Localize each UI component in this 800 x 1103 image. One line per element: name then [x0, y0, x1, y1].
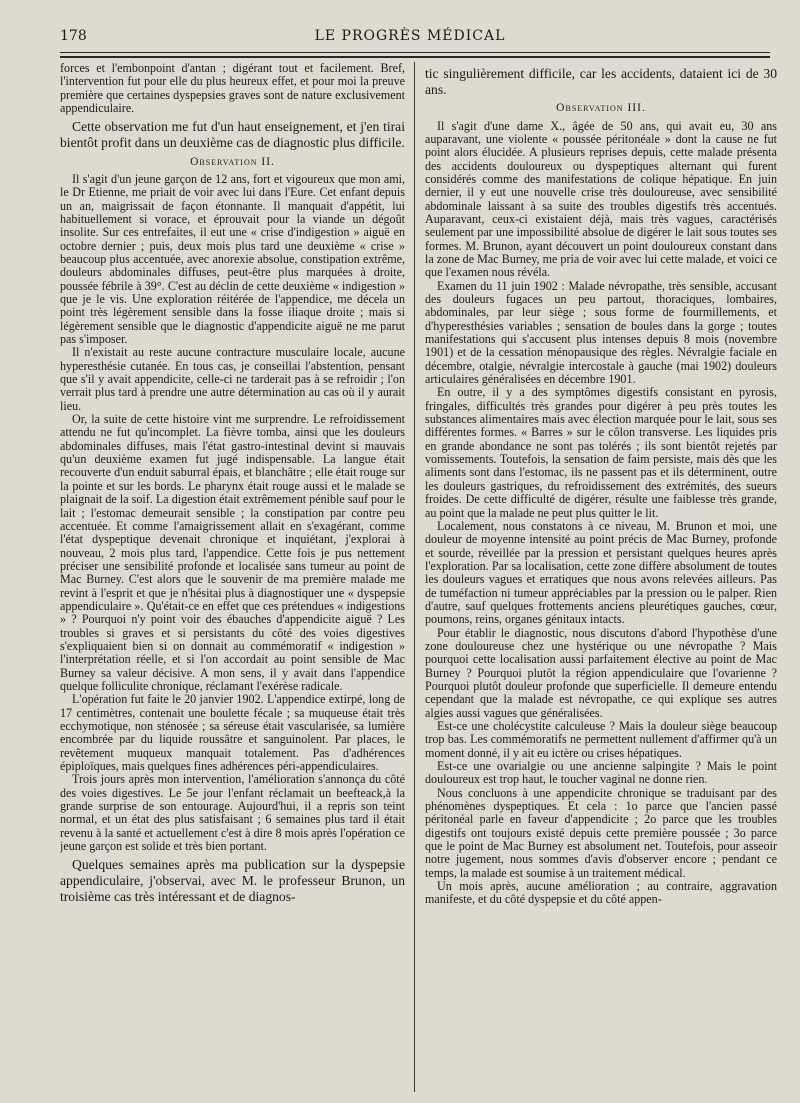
journal-title: LE PROGRÈS MÉDICAL — [314, 28, 506, 44]
paragraph: Il s'agit d'un jeune garçon de 12 ans, fort et vigoureux que mon ami, le Dr Etienne, me priait de voir avec lui dans l'Eure. Cet enfant depuis un an, maigrissait de façon étonnante. Il manquait d'appétit, lui habituellement si vorace, et éprouvait pour la viande un dégoût insolite. Sur ces entrefaites, il eut une « crise d'indigestion » aiguë en octobre dernier ; puis, deux mois plus tard une deuxième « crise » beaucoup plus accentuée, avec anorexie absolue, constipation extrême, douleurs abdominales diffuses, peut-être plus marquées à droite, poussée fébrile à 39°. C'est au déclin de cette deuxième « indigestion » que je le vis. Une exploration réitérée de l'appendice, me décela un point très légèrement sensible dans la fosse iliaque droite ; mais si légèrement sensible que le diagnostic d'appendicite aiguë ne me parut pas s'imposer. — [60, 171, 405, 347]
paragraph: L'opération fut faite le 20 janvier 1902. L'appendice extirpé, long de 17 centimètres, contenait une boulette fécale ; sa muqueuse était très ecchymotique, non sténosée ; sa séreuse était vascularisée, sa lumière encombrée par du liquide roussâtre et sanguinolent. Par places, le revêtement muqueux manquait totalement. Pas d'adhérences épiploïques, mais quelques fines adhérences péri-appendiculaires. — [60, 692, 405, 774]
right-column — [425, 62, 777, 1092]
paragraph: Trois jours après mon intervention, l'amélioration s'annonça du côté des voies digestives. Le 5e jour l'enfant réclamait un beefteack,à la grande surprise de son entourage. Aujourd'hui, il a repris son teint normal, et un état des plus satisfaisant ; 6 semaines plus tard il était revenu à la santé et actuellement c'est à dire 8 mois après l'opération ce jeune garçon est solide et très bien portant. — [60, 772, 405, 854]
left-column — [60, 62, 405, 1092]
page-number: 178 — [60, 28, 87, 44]
observation-heading: Observation III. — [556, 102, 646, 115]
paragraph: Il s'agit d'une dame X., âgée de 50 ans, qui avait eu, 30 ans auparavant, une violente « poussée péritonéale » dont la cause ne fut point alors élucidée. A plusieurs reprises depuis, cette malade présenta des accidents douloureux ou dyspeptiques alternant qui furent considérés comme des manifestations de colique hépatique. En juin dernier, il y eut une nouvelle crise très douloureuse, avec sensibilité abdominale laissant à sa suite des troubles digestifs très accentués. Auparavant, ceux-ci existaient déjà, mais très vagues, caractérisés seulement par une impossibilité absolue de digérer le lait sous toutes ses formes. M. Brunon, ayant découvert un point douloureux constant dans la zone de Mac Burney, me pria de voir avec lui cette malade, et voici ce que l'examen nous révéla. — [425, 118, 777, 280]
paragraph: Un mois après, aucune amélioration ; au contraire, aggravation manifeste, et du côté dyspepsie et du côté appen- — [425, 879, 777, 907]
paragraph: forces et l'embonpoint d'antan ; digérant tout et facilement. Bref, l'intervention fut pour elle du plus heureux effet, et pour moi la preuve première que certaines dyspepsies graves sont de nature exclusivement appendiculaire. — [60, 62, 405, 116]
column-separator — [414, 62, 415, 1092]
page-header — [60, 28, 760, 50]
paragraph: Nous concluons à une appendicite chronique se traduisant par des phénomènes dyspeptiques. Et cela : 1o parce que l'ancien passé péritonéal parle en faveur d'appendicite ; 2o parce que les troubles digestifs ont toujours existé depuis cette première poussée ; 3o parce que le point de Mac Burney est absolument net. Toutefois, pour asseoir notre jugement, nous sommes d'avis d'observer encore ; pendant ce temps, la malade est soumise à un traitement médical. — [425, 785, 777, 880]
paragraph: tic singulièrement difficile, car les accidents, dataient ici de 30 ans. — [425, 66, 777, 97]
observation-heading: Observation II. — [190, 155, 275, 168]
paragraph: Cette observation me fut d'un haut enseignement, et j'en tirai bientôt profit dans un deuxième cas de diagnostic plus difficile. — [60, 119, 405, 150]
paragraph: Il n'existait au reste aucune contracture musculaire locale, aucune hyperesthésie cutanée. En tous cas, je conseillai l'abstention, pensant que s'il y avait appendicite, celle-ci ne tarderait pas à se refroidir ; l'on verrait plus tard à prendre une autre détermination au cas où il y aurait lieu. — [60, 345, 405, 413]
paragraph: Est-ce une cholécystite calculeuse ? Mais la douleur siège beaucoup trop bas. Les commémoratifs ne permettent nullement d'affirmer qu'à un moment donné, il y ait eu ictère ou crises hépatiques. — [425, 719, 777, 760]
paragraph: Localement, nous constatons à ce niveau, M. Brunon et moi, une douleur de moyenne intensité au point précis de Mac Burney, profonde et sourde, réveillée par la pression et persistant quelques heures après l'exploration. Par sa localisation, cette zone diffère absolument de toutes les douleurs vagues et erratiques que nous avons relevées ailleurs. Pas de tuméfaction ni tumeur appréciables par la pression ou le palper. Rien d'autre, sauf quelques frottements anciens pleurétiques gauches, cœur, poumons, reins, organes génitaux intacts. — [425, 518, 777, 627]
paragraph: Quelques semaines après ma publication sur la dyspepsie appendiculaire, j'observai, avec M. le professeur Brunon, un troisième cas très intéressant et de diagnos- — [60, 857, 405, 904]
paragraph: Est-ce une ovarialgie ou une ancienne salpingite ? Mais le point douloureux est trop haut, le toucher vaginal ne donne rien. — [425, 759, 777, 787]
paragraph: En outre, il y a des symptômes digestifs consistant en pyrosis, fringales, difficultés très grandes pour digérer à peu près toutes les substances alimentaires mais avec élection marquée pour le lait, sous ses différentes formes. « Barres » sur le côlon transverse. Les liquides pris en grande abondance ne sont pas tolérés ; ils sont bientôt rejetés par vomissements. Toutefois, la sensation de faim persiste, mais dès que les aliments sont dans l'estomac, ils ne passent pas et ils déterminent, outre les douleurs gastriques, du refroidissement des extrémités, des sueurs froides. De cette difficulté de digérer, résulte une faiblesse très grande, au point que la malade ne peut plus quitter le lit. — [425, 385, 777, 520]
header-rule-thick — [60, 56, 770, 58]
paragraph: Or, la suite de cette histoire vint me surprendre. Le refroidissement attendu ne fut qu'incomplet. La fièvre tomba, ainsi que les douleurs abdominales diffuses, mais l'état gastro-intestinal devint si mauvais qu'un deuxième examen fut jugé indispensable. La langue était recouverte d'un enduit saburral épais, et blanchâtre ; elle était rouge sur la pointe et sur les bords. Le pharynx était rouge aussi et le malade se plaignait de la soif. La digestion était extrêmement pénible sauf pour le lait ; l'estomac demeurait sensible ; la constipation par contre peu accentuée. Et comme l'amaigrissement allait en s'exagérant, comme l'état dyspeptique devenait chronique et inquiétant, j'explorai à nouveau, 2 mois plus tard, l'appendice. Cette fois je pus nettement préciser une sensibilité profonde et localisée sans tumeur au point de Mac Burney. C'est alors que le souvenir de ma première malade me revint à l'esprit et que je n'hésitai plus à diagnostiquer une « dyspepsie appendiculaire ». Qu'était-ce en effet que ces prétendues « indigestions » ? Pourquoi n'y point voir des ébauches d'appendicite aiguë ? Les troubles si graves et si persistants du côté des voies digestives s'expliquaient bien si on donnait au commémoratif « indigestion » l'interprétation réelle, et si l'on accordait au point sensible de Mac Burney sa valeur décisive. A mon sens, il y avait dans l'appendice quelque folliculite chronique, réclamant l'exérèse radicale. — [60, 412, 405, 693]
paragraph: Examen du 11 juin 1902 : Malade névropathe, très sensible, accusant des douleurs fugaces un peu partout, thoraciques, lombaires, abdominales, par leur siège ; sous forme de fourmillements, et d'hyperesthésies variables ; sensation de boules dans la gorge ; toutes manifestations qui s'accusent plus intenses depuis 8 mois (novembre 1901) et de la cessation ménopausique des règles. Névralgie faciale en décembre, otalgie, névralgie intercostale à gauche (mai 1902) douleurs articulaires généralisées en décembre 1901. — [425, 278, 777, 387]
header-rule-thin — [60, 52, 770, 53]
paragraph: Pour établir le diagnostic, nous discutons d'abord l'hypothèse d'une zone douloureuse chez une hystérique ou une névropathe ? Mais pourquoi cette localisation aussi parfaitement élective au point de Mac Burney ? Pourquoi plutôt la région appendiculaire que l'ovarienne ? Pourquoi plutôt douleur profonde que superficielle. Il demeure entendu cependant que la malade est névropathe, ce qui explique ses autres algies aussi vagues que généralisées. — [425, 625, 777, 720]
